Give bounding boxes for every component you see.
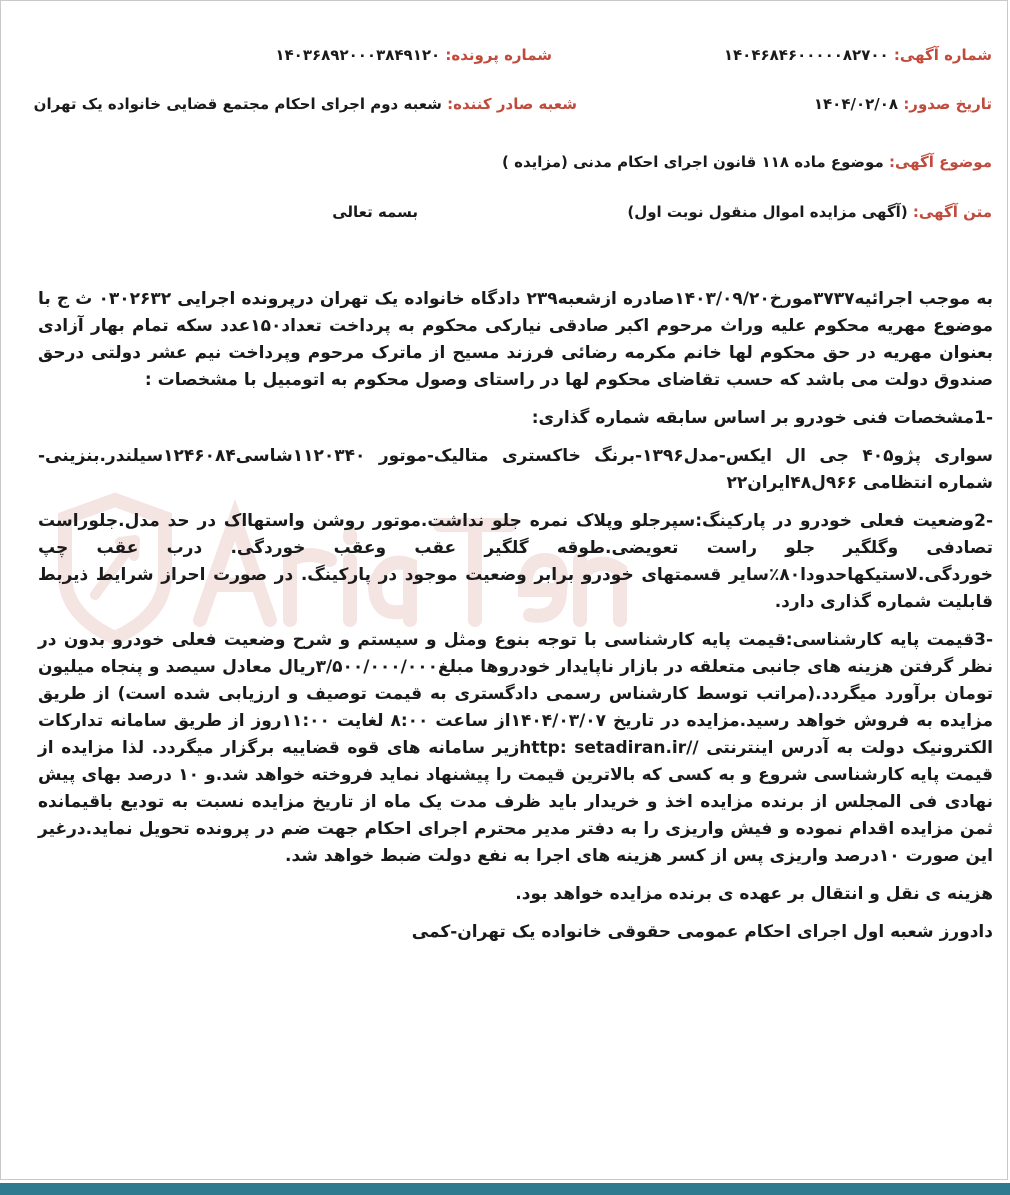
- bismillah: بسمه تعالی: [332, 203, 418, 221]
- subject-field: [502, 153, 992, 171]
- text-label: متن آگهی:: [912, 203, 992, 221]
- notice-body: [38, 286, 993, 946]
- issuing-branch-label: شعبه صادر کننده:: [447, 95, 577, 113]
- issuing-branch: شعبه دوم اجرای احکام مجتمع قضایی خانواده یک تهران: [33, 95, 442, 113]
- section1-text: سواری پژو۴۰۵ جی ال ایکس-مدل۱۳۹۶-برنگ خاکستری متالیک-موتور ۱۱۲۰۳۴۰شاسی۱۲۴۶۰۸۴سیلندر.بنزینی-شماره انتظامی ۹۶۶ل۴۸ایران۲۲: [38, 446, 994, 493]
- case-number-label: شماره پرونده:: [445, 46, 552, 64]
- notice-number-label: شماره آگهی:: [893, 46, 992, 64]
- bottom-bar: [0, 1183, 1010, 1195]
- text-title-field: [627, 203, 992, 221]
- case-number-field: [275, 46, 552, 64]
- intro-paragraph: به موجب اجرائیه۳۷۳۷مورخ۱۴۰۳/۰۹/۲۰صادره ازشعبه۲۳۹ دادگاه خانواده یک تهران درپرونده اجرایی ۰۳۰۲۶۳۲ ث ج با موضوع مهریه محکوم علیه وراث مرحوم اکبر صادقی نیارکی محکوم به پرداخت تعداد۱۵۰عدد سکه تمام بهار آزادی بعنوان مهریه در حق محکوم لها خانم مکرمه رضائی فرزند مسیح از ماترک مرحوم وپرداخت نیم عشر دولتی درحق صندوق دولت می باشد که حسب تقاضای محکوم لها در راستای وصول محکوم به اتومبیل با مشخصات :: [38, 289, 994, 390]
- issue-date: ۱۴۰۴/۰۲/۰۸: [813, 95, 899, 113]
- text-title: (آگهی مزایده اموال منقول نوبت اول): [627, 203, 908, 221]
- issue-date-label: تاریخ صدور:: [903, 95, 992, 113]
- section1-title: -1مشخصات فنی خودرو بر اساس سابقه شماره گذاری:: [531, 408, 993, 428]
- subject-label: موضوع آگهی:: [888, 153, 992, 171]
- notice-number: ۱۴۰۴۶۸۴۶۰۰۰۰۰۸۲۷۰۰: [723, 46, 889, 64]
- section3-text: [38, 627, 993, 870]
- signature: دادورز شعبه اول اجرای احکام عمومی حقوقی خانواده یک تهران-کمی: [411, 922, 993, 942]
- issue-date-field: [814, 95, 992, 113]
- transport-note: هزینه ی نقل و انتقال بر عهده ی برنده مزایده خواهد بود.: [515, 884, 993, 904]
- section2-text: -2وضعیت فعلی خودرو در پارکینگ:سپرجلو وپلاک نمره جلو نداشت.موتور روشن واستهااک در حد مدل.جلوراست تصادفی وگلگیر جلو راست تعویضی.طوقه گلگیر عقب وعقب خوردگی. درب عقب چپ خوردگی.لاستیکهاحدودا۸۰٪سایر قسمتهای خودرو برابر وضعیت موجود در پارکینگ. در صورت احراز شرایط ذیربط قابلیت شماره گذاری دارد.: [38, 511, 993, 612]
- issuing-branch-field: [34, 95, 577, 113]
- case-number: ۱۴۰۳۶۸۹۲۰۰۰۳۸۴۹۱۲۰: [275, 46, 441, 64]
- url-part2: setadiran.ir//: [574, 738, 699, 758]
- subject: موضوع ماده ۱۱۸ قانون اجرای احکام مدنی (مزایده ): [502, 153, 884, 171]
- notice-number-field: [724, 46, 992, 64]
- section3-part2: زیر سامانه های قوه قضاییه برگزار میگردد. لذا مزایده از قیمت پایه کارشناسی شروع و به کسی که بالاترین قیمت را پیشنهاد نماید فروخته خواهد شد.و ۱۰ درصد بهای پیش نهادی فی المجلس از برنده مزایده اخذ و خریدار باید ظرف مدت یک ماه از تاریخ مزایده نسبت به تودیع باقیمانده ثمن مزایده اقدام نموده و فیش واریزی را به دفتر مدیر محترم اجرای احکام جهت ضم در پرونده تحویل نماید.درغیر این صورت ۱۰درصد واریزی پس از کسر هزینه های اجرا به نفع دولت ضبط خواهد شد.: [38, 738, 994, 866]
- url-part1: http:: [519, 738, 567, 758]
- section3-part1: -3قیمت پایه کارشناسی:قیمت پایه کارشناسی با توجه بنوع ومثل و سیستم و شرح وضعیت فعلی خودرو بدون در نظر گرفتن هزینه های جانبی متعلقه در بازار ناپایدار خودروها مبلغ۳/۵۰۰/۰۰۰/۰۰۰ریال معادل سیصد و پنجاه میلیون تومان برآورد میگردد.(مراتب توسط کارشناس رسمی دادگستری به قیمت توصیف و ارزیابی شده است) از طریق مزایده به فروش خواهد رسید.مزایده در تاریخ ۱۴۰۴/۰۳/۰۷از ساعت ۸:۰۰ لغایت ۱۱:۰۰روز از طریق سامانه تدارکات الکترونیک دولت به آدرس اینترنتی: [38, 630, 993, 758]
